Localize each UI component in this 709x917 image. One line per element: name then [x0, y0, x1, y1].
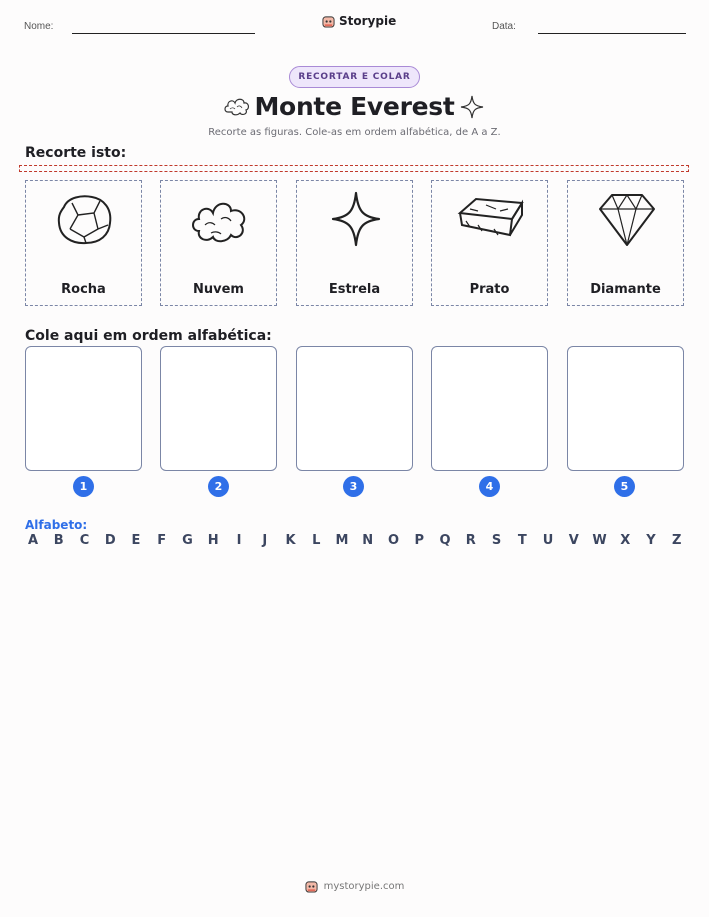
alphabet-letter: I: [236, 533, 242, 548]
paste-box[interactable]: [160, 346, 277, 471]
card-word: Rocha: [61, 282, 106, 297]
card-word: Nuvem: [193, 282, 244, 297]
alphabet-letter: Z: [672, 533, 682, 548]
cut-card[interactable]: [567, 180, 684, 306]
paste-number: 4: [479, 476, 500, 497]
alphabet-letter: H: [207, 533, 219, 548]
alphabet-letter: N: [362, 533, 374, 548]
alphabet-letter: Q: [439, 533, 451, 548]
cut-card[interactable]: [25, 180, 142, 306]
card-word: Diamante: [590, 282, 661, 297]
alphabet-letter: K: [285, 533, 296, 548]
footer: [0, 880, 709, 893]
alphabet-letter: G: [182, 533, 193, 548]
alphabet-letter: A: [27, 533, 39, 548]
sparkle-doodle-icon: [460, 95, 484, 119]
alphabet-letter: V: [568, 533, 579, 548]
paste-box[interactable]: [296, 346, 413, 471]
alphabet-letter: O: [387, 533, 400, 548]
paste-section-label: Cole aqui em ordem alfabética:: [25, 328, 272, 344]
alphabet-label: Alfabeto:: [25, 518, 88, 532]
alphabet-letter: M: [335, 533, 349, 548]
name-label: Nome:: [24, 21, 54, 32]
plate-icon: [456, 189, 526, 249]
brand-logo: [322, 14, 396, 28]
activity-badge: RECORTAR E COLAR: [289, 66, 420, 88]
alphabet-letter: L: [312, 533, 321, 548]
paste-box[interactable]: [431, 346, 548, 471]
cloud-icon: [189, 189, 251, 249]
alphabet-letter: P: [414, 533, 425, 548]
alphabet-letter: R: [465, 533, 476, 548]
alphabet-letter: X: [620, 533, 631, 548]
date-label: Data:: [492, 21, 516, 32]
footer-url[interactable]: mystorypie.com: [323, 881, 405, 892]
paste-box[interactable]: [567, 346, 684, 471]
paste-number: 2: [208, 476, 229, 497]
brand-name: Storypie: [339, 14, 397, 28]
mascot-icon: [305, 880, 318, 893]
paste-number: 1: [73, 476, 94, 497]
alphabet-letter: E: [131, 533, 141, 548]
cut-line: [19, 165, 689, 172]
diamond-icon: [596, 189, 658, 249]
alphabet-letter: B: [53, 533, 64, 548]
alphabet-letter: Y: [646, 533, 656, 548]
card-word: Prato: [469, 282, 510, 297]
paste-number: 5: [614, 476, 635, 497]
alphabet-letter: S: [491, 533, 502, 548]
cut-card[interactable]: [160, 180, 277, 306]
rock-icon: [54, 189, 116, 249]
alphabet-letter: T: [517, 533, 527, 548]
cut-card[interactable]: [431, 180, 548, 306]
alphabet-letter: D: [104, 533, 116, 548]
name-line: [72, 33, 255, 34]
paste-box[interactable]: [25, 346, 142, 471]
alphabet-letter: U: [542, 533, 554, 548]
mascot-icon: [322, 15, 335, 28]
date-line: [538, 33, 686, 34]
alphabet-letter: C: [79, 533, 90, 548]
instructions: Recorte as figuras. Cole-as em ordem alfabética, de A a Z.: [208, 127, 501, 138]
alphabet-letter: W: [592, 533, 607, 548]
alphabet-letter: J: [262, 533, 268, 548]
star-icon: [325, 189, 387, 249]
paste-number: 3: [343, 476, 364, 497]
page-title: Monte Everest: [254, 92, 455, 121]
alphabet-row: [25, 533, 685, 548]
cut-section-label: Recorte isto:: [25, 145, 127, 161]
alphabet-letter: F: [157, 533, 167, 548]
cut-card[interactable]: [296, 180, 413, 306]
card-word: Estrela: [328, 282, 381, 297]
